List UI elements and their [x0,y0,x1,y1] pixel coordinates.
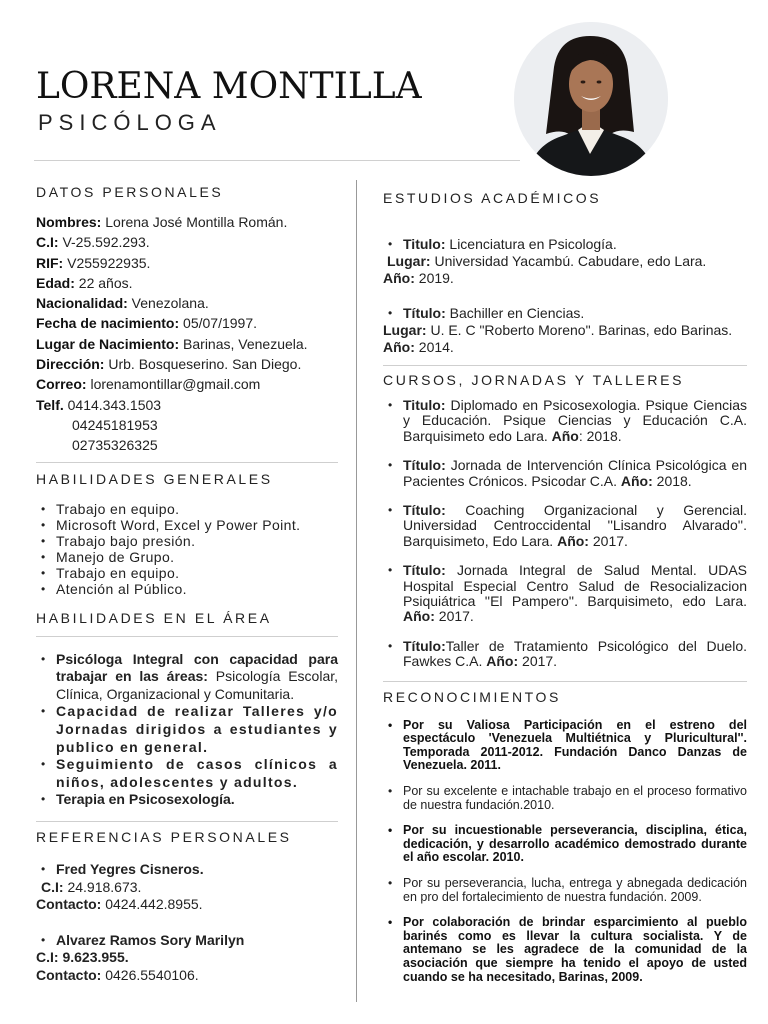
field-value: Lorena José Montilla Román. [101,214,288,230]
course-label: Título: [403,637,446,654]
personal-data-row [36,313,338,333]
phone-number: 02735326325 [72,437,158,454]
list-item [383,236,747,253]
list-item [383,458,747,489]
study1-year-line [383,270,747,287]
profile-photo [514,22,668,176]
section-title-habilidades-area: HABILIDADES EN EL ÁREA [36,609,272,626]
study1-place-line [383,253,747,270]
ref1-ci-label: C.I: [41,878,64,895]
study2-place-label: Lugar: [383,322,427,338]
personal-data-row [36,354,338,374]
field-value: Venezolana. [127,295,209,312]
course-year-label: Año: [620,472,653,489]
field-label: Correo: [36,376,87,393]
course-year: 2017. [588,532,628,549]
field-value: 0414.343.1503 [63,396,162,413]
field-value: Barinas, Venezuela. [179,335,308,352]
ref2-contact-label: Contacto: [36,966,102,983]
personal-data-row [36,212,338,232]
course-label: Título: [403,502,446,519]
field-value: Urb. Bosqueserino. San Diego. [104,356,302,373]
study1-place-label: Lugar: [387,253,431,269]
list-item: • Por su Valiosa Participación en el estreno del espectáculo 'Venezuela Multiétnica y Pluricultural''. Temporada 2011-2012. Fundación Danco Danzas de Venezuela. 2011. [383,719,747,773]
general-skills-list [36,501,338,597]
study1-year-label: Año: [383,270,415,286]
ref2-contact-value: 0426.5540106. [101,966,199,983]
section-title-datos-personales: DATOS PERSONALES [36,184,224,200]
field-label: Nombres: [36,214,102,230]
personal-data-list [36,212,338,456]
area-skill-4: Terapia en Psicosexología. [56,791,235,808]
list-item [36,703,338,756]
course-text: Taller de Tratamiento Psicológico del Duelo. Fawkes C.A. [403,637,747,670]
course-year-label: Año [551,427,579,444]
list-item [383,639,747,670]
personal-data-row [36,395,338,415]
ref1-contact-value: 0424.442.8955. [101,896,203,913]
section-divider [36,821,338,822]
course-year: 2018. [652,472,692,489]
right-column [383,190,747,996]
list-item [36,932,338,950]
course-year-label: Año: [486,653,519,670]
references-block [36,861,338,985]
personal-data-row [36,334,338,354]
list-item [36,756,338,791]
field-label: Telf. [36,396,64,413]
course-text: Jornada de Intervención Clínica Psicológica en Pacientes Crónicos. Psicodar C.A. [403,457,747,489]
list-item: • Microsoft Word, Excel y Power Point. [36,517,338,533]
section-title-referencias: REFERENCIAS PERSONALES [36,828,292,845]
list-item [36,791,338,809]
study2-year-label: Año: [383,339,415,355]
list-item: • Trabajo bajo presión. [36,533,338,549]
field-value: 05/07/1997. [179,315,258,332]
list-item: • Atención al Público. [36,581,338,597]
field-label: C.I: [36,234,59,251]
ref2-ci-value: 9.623.955. [58,949,129,966]
studies-block [383,236,747,356]
course-year: 2017. [434,608,474,625]
study1-title: Licenciatura en Psicología. [445,236,617,252]
ref2-ci-line [36,949,338,967]
course-year-label: Año: [557,532,589,549]
field-label: Fecha de nacimiento: [36,315,180,332]
course-text: Diplomado en Psicosexologia. Psique Ciencias y Educación. Psique Ciencias y Educación C.A. Barquisimeto edo Lara. [403,397,747,444]
ref1-name: Fred Yegres Cisneros. [56,860,204,877]
list-item: • Trabajo en equipo. [36,501,338,517]
section-divider [36,636,338,637]
header-divider [34,160,520,161]
section-title-estudios: ESTUDIOS ACADÉMICOS [383,190,602,206]
list-item: • Por su incuestionable perseverancia, disciplina, ética, dedicación, y desarrollo académico demostrado durante el año escolar. 2010. [383,824,747,865]
list-item: • Por su excelente e intachable trabajo en el proceso formativo de nuestra fundación.2010. [383,785,747,812]
study2-place: U. E. C "Roberto Moreno". Barinas, edo Barinas. [426,322,733,338]
personal-data-row [36,232,338,252]
ref2-name: Alvarez Ramos Sory Marilyn [56,931,245,948]
section-title-cursos: CURSOS, JORNADAS Y TALLERES [383,372,685,388]
course-year: 2017. [518,653,558,670]
list-item [383,398,747,444]
personal-data-row [36,374,338,394]
section-divider [383,681,747,682]
ref1-contact-line [36,896,338,914]
recognitions-list [383,719,747,985]
left-column [36,184,338,984]
area-skills-list [36,651,338,809]
phone-number: 04245181953 [72,416,158,433]
field-label: Lugar de Nacimiento: [36,335,180,352]
list-item [383,563,747,625]
personal-data-row [36,273,338,293]
course-label: Titulo: [403,397,446,413]
section-divider [36,462,338,463]
course-text: Coaching Organizacional y Gerencial. Universidad Centroccidental ''Lisandro Alvarado''. Barquisimeto, Edo Lara. [403,502,747,549]
course-year-label: Año: [403,608,435,625]
area-skill-2: Capacidad de realizar Talleres y/o Jornadas dirigidos a estudiantes y publico en general. [56,703,338,755]
list-item: • Por colaboración de brindar esparcimiento al pueblo barinés como es llevar la cultura socialista. Y de antemano se les agradece de la comunidad de la asociación que siempre ha tenido el apoyo de usted cuando se ha necesitado, Barinas, 2009. [383,916,747,984]
study2-year: 2014. [414,339,454,355]
personal-data-row [36,293,338,313]
course-text: Jornada Integral de Salud Mental. UDAS Hospital Especial Centro Salud de Resocializacion Psiquiátrica ''El Pampero''. Barquisimeto, edo Lara. [403,562,747,610]
field-label: Edad: [36,274,75,291]
field-label: Nacionalidad: [36,295,128,312]
course-label: Título: [403,562,446,579]
ref2-ci-label: C.I: [36,949,59,966]
profession-subtitle: PSICÓLOGA [38,110,222,135]
study2-place-line [383,322,747,339]
study2-year-line [383,339,747,356]
ref1-ci-line [36,879,338,897]
study2-label: Título: [403,305,446,321]
list-item: • Manejo de Grupo. [36,549,338,565]
field-value: V-25.592.293. [58,234,150,251]
list-item [383,305,747,322]
area-skill-1-bold: Psicóloga Integral con capacidad para trabajar en las áreas: [56,650,338,685]
list-item [36,651,338,704]
list-item: • Trabajo en equipo. [36,565,338,581]
section-title-reconocimientos: RECONOCIMIENTOS [383,688,561,705]
field-label: Dirección: [36,356,105,373]
study2-title: Bachiller en Ciencias. [445,305,585,321]
section-title-habilidades-generales: HABILIDADES GENERALES [36,470,273,487]
course-label: Título: [403,457,446,474]
profile-photo-illustration [514,22,668,176]
study1-label: Titulo: [403,236,446,252]
field-value: V255922935. [63,254,151,271]
course-year: : 2018. [578,427,622,444]
column-divider [356,180,357,1002]
area-skill-3: Seguimiento de casos clínicos a niños, adolescentes y adultos. [56,756,338,790]
list-item [383,503,747,549]
field-label: RIF: [36,254,64,271]
section-divider [383,365,747,366]
personal-data-row [36,253,338,273]
study1-place: Universidad Yacambú. Cabudare, edo Lara. [430,253,707,269]
area-skill-1-text: Psicología Escolar, Clínica, Organizacional y Comunitaria. [56,668,339,702]
list-item: • Por su perseverancia, lucha, entrega y abnegada dedicación en pro del fortalecimiento de nuestra fundación. 2009. [383,877,747,904]
study1-year: 2019. [414,270,454,286]
field-value: 22 años. [74,274,133,291]
ref1-ci-value: 24.918.673. [63,878,142,895]
list-item [36,861,338,879]
ref1-contact-label: Contacto: [36,896,102,913]
ref2-contact-line [36,967,338,985]
field-value: lorenamontillar@gmail.com [86,376,261,393]
courses-list [383,398,747,670]
name-title: LORENA MONTILLA [36,66,422,107]
